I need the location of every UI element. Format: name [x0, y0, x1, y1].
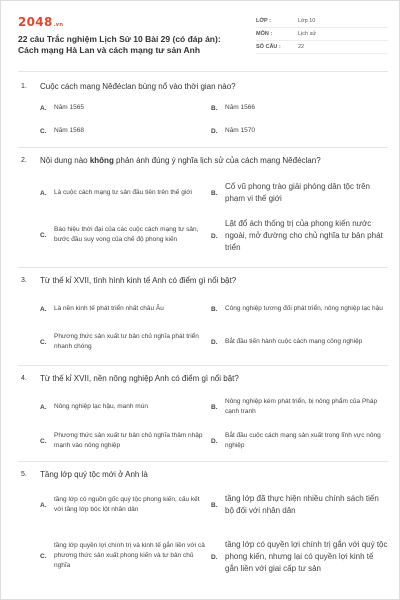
meta-value: Lớp 10 [298, 18, 316, 24]
option-text: Năm 1568 [54, 127, 84, 134]
option-letter: D. [211, 437, 218, 445]
option-d[interactable] [211, 529, 388, 585]
option-letter: A. [40, 305, 47, 313]
option-d[interactable] [211, 215, 388, 257]
question-number: 1. [21, 83, 27, 90]
question-text: Tầng lớp quý tộc mới ở Anh là [40, 470, 148, 479]
meta-key: MÔN : [256, 31, 273, 37]
meta-row-class [256, 15, 388, 28]
option-text: Nông nghiệp lạc hậu, manh mún [54, 403, 148, 410]
option-a[interactable] [40, 299, 205, 319]
question-number: 4. [21, 375, 27, 382]
option-c[interactable] [40, 537, 205, 575]
option-text: Năm 1565 [54, 104, 84, 111]
option-text: Lật đổ ách thống trị của phong kiến nước ngoài, mở đường cho chủ nghĩa tư bản phát triển [225, 219, 383, 252]
question-5 [18, 469, 388, 597]
option-text: Là nền kinh tế phát triển nhất châu Âu [54, 305, 164, 312]
document-header [18, 15, 388, 65]
option-c[interactable] [40, 330, 205, 354]
option-text: Nông nghiệp kém phát triển, bị nông phẩm của Pháp cạnh tranh [225, 398, 378, 415]
divider [18, 461, 388, 462]
question-text: Nội dung nào không phản ánh đúng ý nghĩa lịch sử của cách mạng Nêđéclan? [40, 156, 321, 165]
option-letter: D. [211, 553, 218, 561]
option-b[interactable] [211, 297, 388, 321]
option-letter: A. [40, 104, 47, 112]
option-text: tầng lớp quyền lợi chính trị và kinh tế gắn liền với cả phương thức sản xuất phong kiến và tư bản chủ nghĩa [54, 542, 205, 569]
option-letter: B. [211, 305, 218, 313]
option-letter: A. [40, 403, 47, 411]
option-a[interactable] [40, 399, 205, 415]
option-text: tầng lớp đã thực hiện nhiều chính sách tiến bộ đối với nhân dân [225, 494, 379, 515]
option-letter: A. [40, 189, 47, 197]
option-text: Phương thức sản xuất tư bản chủ nghĩa phát triển nhanh chóng [54, 333, 199, 350]
option-letter: D. [211, 232, 218, 240]
option-a[interactable] [40, 179, 205, 207]
option-a[interactable] [40, 103, 210, 113]
option-b[interactable] [211, 491, 388, 519]
option-letter: B. [211, 403, 218, 411]
option-text: Phương thức sản xuất tư bản chủ nghĩa thâm nhập mạnh vào nông nghiệp [54, 432, 203, 449]
question-text: Từ thế kỉ XVII, tình hình kinh tế Anh có điểm gì nổi bật? [40, 276, 237, 285]
option-d[interactable] [211, 126, 388, 136]
option-text: Công nghiệp tương đối phát triển, nông nghiệp lạc hậu [225, 305, 383, 312]
option-text: Bắt đầu tiến hành cuộc cách mạng công nghiệp [225, 338, 363, 345]
meta-row-subject [256, 28, 388, 41]
option-text: Bắt đầu cuộc cách mạng sản xuất trong lĩnh vực nông nghiệp [225, 432, 381, 449]
option-d[interactable] [211, 429, 388, 453]
question-number: 5. [21, 471, 27, 478]
question-number: 3. [21, 277, 27, 284]
meta-value: 22 [298, 44, 305, 50]
divider [18, 147, 388, 148]
meta-row-count [256, 41, 388, 54]
question-number: 2. [21, 157, 27, 164]
option-text: Báo hiệu thời đại của các cuộc cách mạng tư sản, bước đầu suy vong của chế độ phong kiến [54, 226, 199, 243]
option-letter: B. [211, 501, 218, 509]
option-letter: C. [40, 231, 47, 239]
option-c[interactable] [40, 429, 205, 453]
site-logo[interactable]: 2048.vn [18, 15, 64, 29]
option-letter: C. [40, 437, 47, 445]
option-text: Là cuộc cách mạng tư sản đầu tiên trên thế giới [54, 189, 192, 196]
meta-key: LỚP : [256, 18, 271, 24]
option-text: Cổ vũ phong trào giải phóng dân tộc trên phạm vi thế giới [225, 182, 370, 203]
question-3 [18, 275, 388, 360]
option-letter: C. [40, 552, 47, 560]
option-text: Năm 1570 [225, 127, 255, 134]
meta-key: SỐ CÂU : [256, 44, 281, 50]
option-text: Năm 1566 [225, 104, 255, 111]
document-title: 22 câu Trắc nghiệm Lịch Sử 10 Bài 29 (có đáp án): Cách mạng Hà Lan và cách mạng tư sản Anh [18, 34, 221, 55]
option-letter: D. [211, 338, 218, 346]
option-b[interactable] [211, 177, 388, 209]
option-letter: C. [40, 127, 47, 135]
meta-table [256, 15, 388, 54]
option-c[interactable] [40, 216, 205, 254]
option-letter: D. [211, 127, 218, 135]
divider [18, 365, 388, 366]
option-a[interactable] [40, 493, 205, 517]
option-letter: B. [211, 189, 218, 197]
option-letter: C. [40, 338, 47, 346]
option-d[interactable] [211, 330, 388, 354]
option-c[interactable] [40, 126, 210, 136]
option-letter: A. [40, 501, 47, 509]
question-1 [18, 81, 388, 141]
option-text: tầng lớp có nguồn gốc quý tộc phong kiến, cấu kết với tầng lớp bóc lột nhân dân [54, 496, 200, 513]
option-letter: B. [211, 104, 218, 112]
question-2 [18, 155, 388, 270]
divider [18, 267, 388, 268]
question-text: Từ thế kỉ XVII, nền nông nghiệp Anh có điểm gì nổi bật? [40, 374, 239, 383]
question-text: Cuộc cách mạng Nêđéclan bùng nổ vào thời gian nào? [40, 82, 236, 91]
option-text: tầng lớp có quyền lợi chính trị gắn với quý tộc phong kiến, nhưng lại có quyền lợi kinh tế gắn liền với giai cấp tư sản [225, 540, 388, 573]
question-4 [18, 373, 388, 458]
meta-value: Lịch sử [298, 31, 317, 37]
divider [18, 71, 388, 72]
option-b[interactable] [211, 395, 388, 419]
option-b[interactable] [211, 103, 388, 113]
